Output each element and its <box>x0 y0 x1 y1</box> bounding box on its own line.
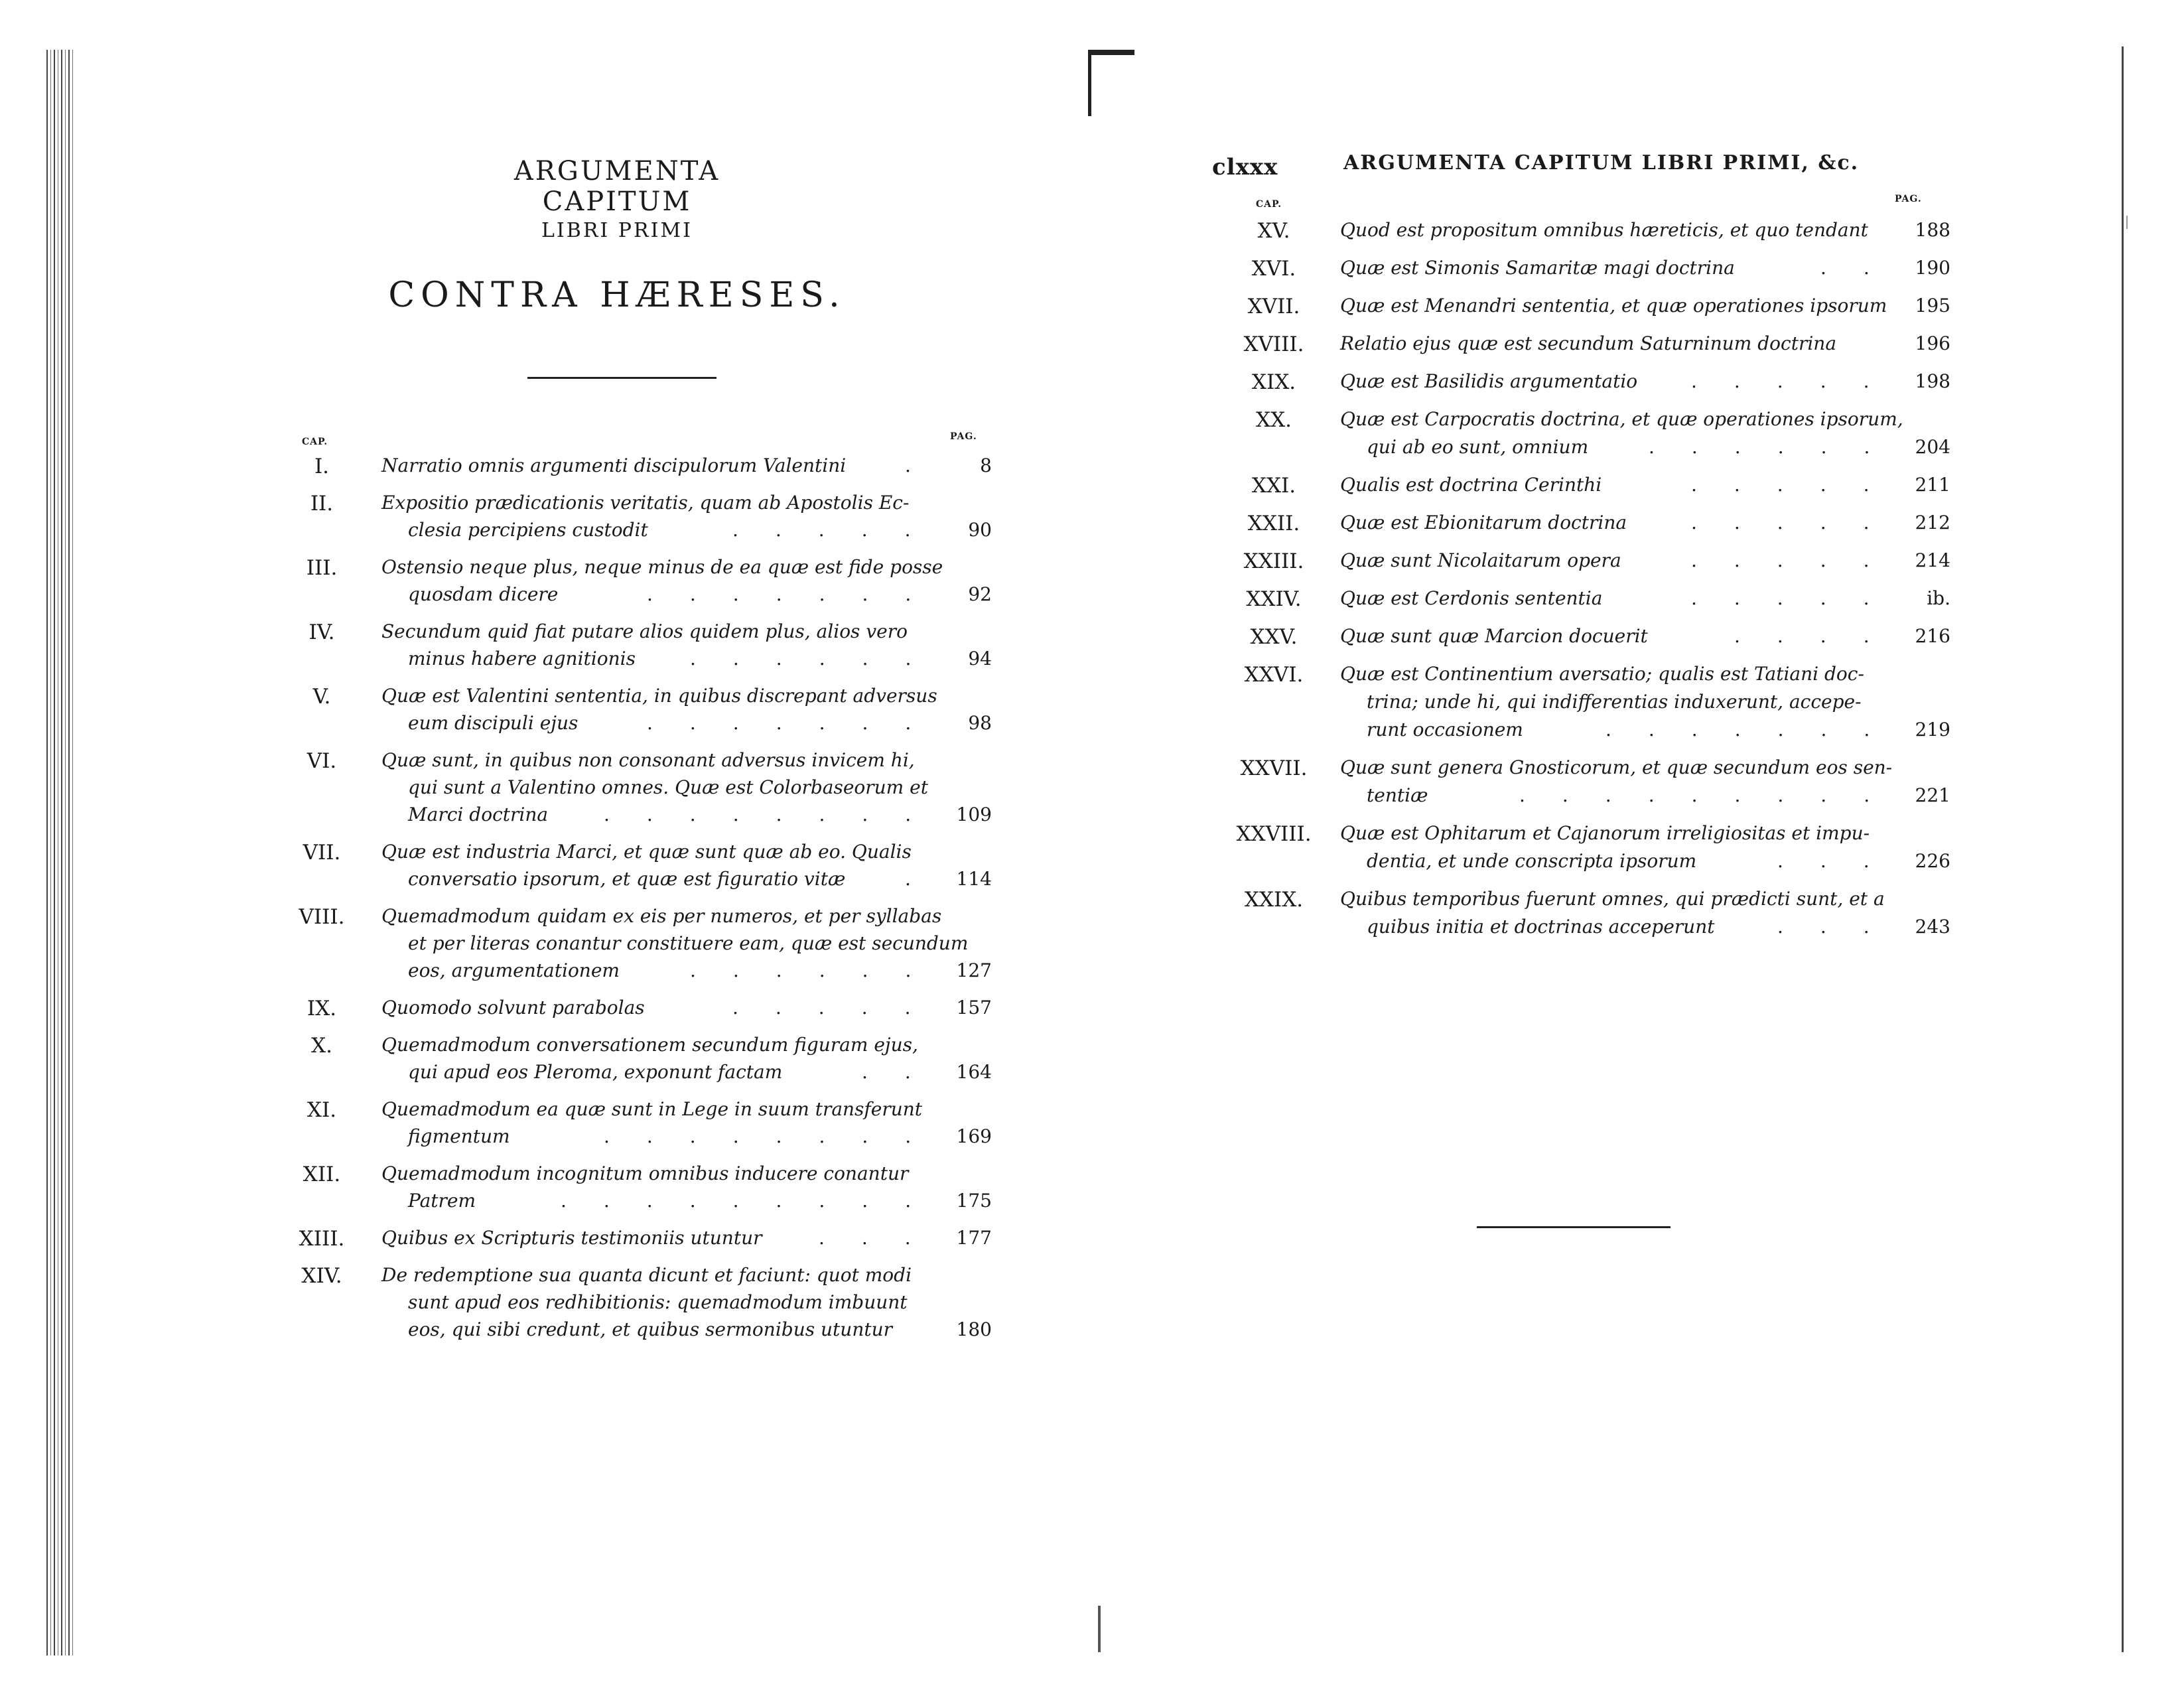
page-reference: 8 <box>980 455 992 476</box>
page-reference: 92 <box>968 583 992 605</box>
gutter-corner-mark <box>1088 50 1134 59</box>
chapter-description-line: Quæ est Carpocratis doctrina, et quæ operationes ipsorum, <box>1340 408 1903 430</box>
chapter-description-line: Marci doctrina <box>408 804 549 825</box>
chapter-description-line: Quemadmodum incognitum omnibus inducere conantur <box>381 1162 909 1184</box>
chapter-description-line: Quæ est Simonis Samaritæ magi doctrina <box>1340 257 1735 279</box>
chapter-number: I. <box>314 455 330 478</box>
chapter-description-line: Quæ est Cerdonis sententia <box>1340 587 1603 609</box>
leader-dots: . . . . . <box>1691 370 1870 392</box>
chapter-description-line: eum discipuli ejus <box>408 712 579 734</box>
chapter-number: XXVI. <box>1244 663 1304 687</box>
chapter-number: XXIX. <box>1244 888 1304 912</box>
chapter-number: XXIV. <box>1246 587 1302 611</box>
page-reference: 164 <box>956 1061 992 1083</box>
chapter-description-line: Quibus ex Scripturis testimoniis utuntur <box>381 1227 762 1249</box>
leader-dots: . . . . . . . . <box>604 1125 912 1147</box>
scan-right-edge <box>2122 46 2124 1652</box>
chapter-number: XXI. <box>1251 474 1296 498</box>
chapter-description-line: qui sunt a Valentino omnes. Quæ est Colorbaseorum et <box>408 776 928 798</box>
chapter-description-line: et per literas conantur constituere eam, quæ est secundum <box>408 932 969 954</box>
page-reference: 204 <box>1915 436 1950 458</box>
end-rule <box>1477 1226 1671 1228</box>
left-title-line-1: ARGUMENTA CAPITUM <box>513 156 720 217</box>
page-reference: 94 <box>968 648 992 669</box>
leader-dots: . . . . . <box>1691 512 1870 533</box>
chapter-description-line: quibus initia et doctrinas acceperunt <box>1367 916 1715 938</box>
chapter-description-line: quosdam dicere <box>408 583 559 605</box>
page-reference: 127 <box>956 959 992 981</box>
leader-dots: . . . <box>1777 916 1870 938</box>
chapter-number: VIII. <box>299 905 345 929</box>
chapter-description-line: Quæ est Menandri sententia, et quæ operationes ipsorum <box>1340 295 1887 316</box>
leader-dots: . . . . . . <box>1649 436 1870 458</box>
chapter-number: XVI. <box>1251 257 1296 281</box>
chapter-description-line: Secundum quid fiat putare alios quidem plus, alios vero <box>381 620 908 642</box>
chapter-description-line: figmentum <box>408 1125 510 1147</box>
page-reference: 214 <box>1915 549 1950 571</box>
scan-right-tick <box>2126 216 2128 229</box>
chapter-number: VI. <box>307 749 337 773</box>
chapter-description-line: Quæ est Basilidis argumentatio <box>1340 370 1638 392</box>
leader-dots: . . . . . . <box>690 648 912 669</box>
leader-dots: . <box>905 455 911 476</box>
chapter-number: XXVII. <box>1240 756 1308 780</box>
leader-dots: . . . . . <box>1691 474 1870 496</box>
page-reference: 190 <box>1915 257 1950 279</box>
chapter-description-line: Quæ sunt, in quibus non consonant adversus invicem hi, <box>381 749 915 771</box>
page-reference: 195 <box>1915 295 1950 316</box>
chapter-description-line: dentia, et unde conscripta ipsorum <box>1367 850 1697 872</box>
leader-dots: . . . <box>819 1227 911 1249</box>
chapter-description-line: qui apud eos Pleroma, exponunt factam <box>408 1061 783 1083</box>
leader-dots: . . . <box>1777 850 1870 872</box>
chapter-description-line: sunt apud eos redhibitionis: quemadmodum imbuunt <box>408 1291 908 1313</box>
chapter-number: V. <box>312 685 331 709</box>
page-reference: 212 <box>1915 512 1950 533</box>
chapter-number: XX. <box>1256 408 1292 432</box>
chapter-description-line: Quibus temporibus fuerunt omnes, qui prædicti sunt, et a <box>1340 888 1885 910</box>
chapter-description-line: Quomodo solvunt parabolas <box>381 997 645 1019</box>
chapter-description-line: eos, argumentationem <box>408 959 620 981</box>
leader-dots: . . . . <box>1734 625 1870 647</box>
chapter-description-line: Quæ est Ophitarum et Cajanorum irreligiositas et impu- <box>1340 822 1870 844</box>
chapter-description-line: tentiæ <box>1367 784 1428 806</box>
page-reference: 177 <box>956 1227 992 1249</box>
chapter-number: IV. <box>308 620 335 644</box>
page-reference: 216 <box>1915 625 1950 647</box>
page-reference: 90 <box>968 519 992 541</box>
chapter-description-line: eos, qui sibi credunt, et quibus sermonibus utuntur <box>408 1318 893 1340</box>
chapter-description-line: conversatio ipsorum, et quæ est figuratio vitæ <box>408 868 846 890</box>
chapter-description-line: Quæ sunt Nicolaitarum opera <box>1340 549 1621 571</box>
page-reference: ib. <box>1927 587 1950 609</box>
chapter-number: XII. <box>303 1162 341 1186</box>
leader-dots: . . . . . . . . . <box>561 1190 912 1212</box>
chapter-description-line: Quæ est industria Marci, et quæ sunt quæ ab eo. Qualis <box>381 841 912 863</box>
chapter-description-line: minus habere agnitionis <box>408 648 636 669</box>
leader-dots: . . . . . . <box>690 959 912 981</box>
right-cap-label: CAP. <box>1256 199 1282 210</box>
leader-dots: . . . . . <box>732 997 911 1019</box>
page-reference: 169 <box>956 1125 992 1147</box>
page-reference: 175 <box>956 1190 992 1212</box>
leader-dots: . . . . . <box>1691 549 1870 571</box>
chapter-description-line: Quæ sunt quæ Marcion docuerit <box>1340 625 1648 647</box>
page-reference: 114 <box>956 868 992 890</box>
chapter-description-line: Patrem <box>408 1190 476 1212</box>
chapter-number: XIX. <box>1251 370 1296 394</box>
leader-dots: . . . . . . . . . <box>1519 784 1870 806</box>
left-title-line-2: LIBRI PRIMI <box>541 219 693 242</box>
chapter-number: XI. <box>307 1098 337 1122</box>
leader-dots: . . . . . . . <box>647 583 912 605</box>
leader-dots: . <box>905 868 911 890</box>
leader-dots: . . . . . . . <box>647 712 912 734</box>
chapter-description-line: Qualis est doctrina Cerinthi <box>1340 474 1602 496</box>
page-reference: 226 <box>1915 850 1950 872</box>
chapter-number: XVII. <box>1247 295 1300 318</box>
chapter-description-line: Quod est propositum omnibus hæreticis, et quo tendant <box>1340 219 1868 241</box>
chapter-description-line: Quæ est Ebionitarum doctrina <box>1340 512 1627 533</box>
chapter-number: XV. <box>1257 219 1290 243</box>
title-rule <box>527 377 717 379</box>
leader-dots: . . <box>1820 257 1870 279</box>
chapter-number: II. <box>310 492 334 516</box>
page-reference: 196 <box>1915 332 1950 354</box>
right-pag-label: PAG. <box>1895 194 1922 204</box>
leader-dots: . . <box>862 1061 911 1083</box>
chapter-description-line: Ostensio neque plus, neque minus de ea quæ est fide posse <box>381 556 943 578</box>
chapter-description-line: runt occasionem <box>1367 719 1523 740</box>
page-reference: 243 <box>1915 916 1950 938</box>
page-reference: 109 <box>956 804 992 825</box>
chapter-number: IX. <box>307 997 337 1020</box>
chapter-number: XXVIII. <box>1236 822 1312 846</box>
chapter-description-line: De redemptione sua quanta dicunt et faciunt: quot modi <box>381 1264 912 1286</box>
left-pag-label: PAG. <box>950 431 977 442</box>
chapter-description-line: Quæ est Continentium aversatio; qualis est Tatiani doc- <box>1340 663 1864 685</box>
chapter-description-line: Quemadmodum conversationem secundum figuram ejus, <box>381 1034 918 1056</box>
chapter-number: XVIII. <box>1243 332 1304 356</box>
chapter-number: XXV. <box>1250 625 1298 649</box>
running-title: ARGUMENTA CAPITUM LIBRI PRIMI, &c. <box>1343 151 1860 175</box>
chapter-number: XXII. <box>1247 512 1300 535</box>
chapter-description-line: Quemadmodum quidam ex eis per numeros, et per syllabas <box>381 905 942 927</box>
page-reference: 157 <box>956 997 992 1019</box>
page-reference: 198 <box>1915 370 1950 392</box>
chapter-number: VII. <box>303 841 341 865</box>
page-reference: 98 <box>968 712 992 734</box>
chapter-number: XIV. <box>301 1264 342 1288</box>
left-title-line-3: CONTRA HÆRESES. <box>388 275 846 315</box>
scan-binding-edge <box>46 50 73 1655</box>
leader-dots: . . . . . . . <box>1605 719 1870 740</box>
chapter-description-line: qui ab eo sunt, omnium <box>1367 436 1589 458</box>
page-reference: 211 <box>1915 474 1950 496</box>
chapter-description-line: Expositio prædicationis veritatis, quam ab Apostolis Ec- <box>381 492 910 514</box>
chapter-description-line: clesia percipiens custodit <box>408 519 648 541</box>
page-reference: 219 <box>1915 719 1950 740</box>
chapter-description-line: Quemadmodum ea quæ sunt in Lege in suum transferunt <box>381 1098 923 1120</box>
chapter-description-line: Relatio ejus quæ est secundum Saturninum doctrina <box>1340 332 1837 354</box>
chapter-description-line: Narratio omnis argumenti discipulorum Valentini <box>381 455 847 476</box>
chapter-number: XXIII. <box>1243 549 1304 573</box>
chapter-number: III. <box>306 556 338 580</box>
leader-dots: . . . . . <box>1691 587 1870 609</box>
page-reference: 180 <box>956 1318 992 1340</box>
left-cap-label: CAP. <box>302 437 328 447</box>
chapter-description-line: trina; unde hi, qui indifferentias induxerunt, accepe- <box>1367 691 1862 713</box>
chapter-description-line: Quæ sunt genera Gnosticorum, et quæ secundum eos sen- <box>1340 756 1893 778</box>
page-reference: 188 <box>1915 219 1950 241</box>
chapter-number: XIII. <box>299 1227 345 1251</box>
leader-dots: . . . . . . . . <box>604 804 912 825</box>
leader-dots: . . . . . <box>732 519 911 541</box>
gutter-bottom-mark <box>1098 1606 1101 1652</box>
chapter-description-line: Quæ est Valentini sententia, in quibus discrepant adversus <box>381 685 937 707</box>
chapter-number: X. <box>311 1034 332 1058</box>
page-number: clxxx <box>1212 154 1278 180</box>
page-reference: 221 <box>1915 784 1950 806</box>
